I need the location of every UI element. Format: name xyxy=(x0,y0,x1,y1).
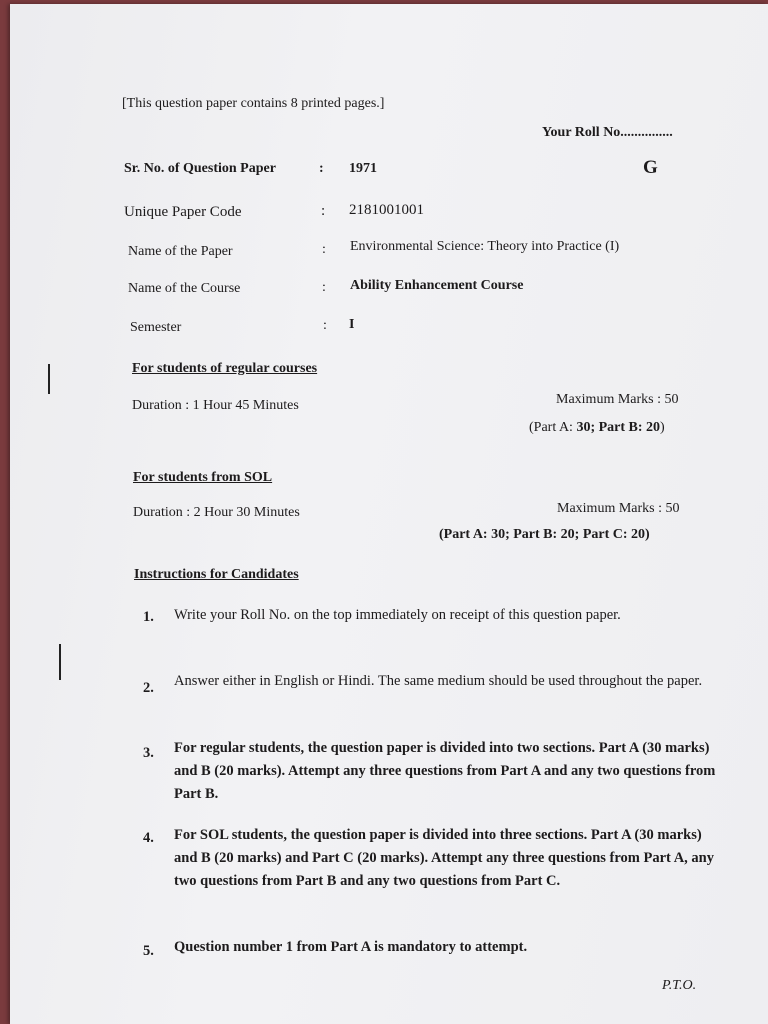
instruction-item: For SOL students, the question paper is divided into three sections. Part A (30 marks) and B (20 marks) and Part C (20 marks). Attempt any three questions from Part A, any two questions from Part B and any two questions from Part C. xyxy=(174,827,714,889)
instruction-item: Write your Roll No. on the top immediately on receipt of this question paper. xyxy=(174,607,621,623)
page-turn-note: P.T.O. xyxy=(662,978,697,993)
question-paper-sheet xyxy=(10,4,768,1024)
unique-code-label: Unique Paper Code xyxy=(124,204,242,220)
paper-set-letter: G xyxy=(643,157,658,178)
paper-name-value: Environmental Science: Theory into Practice (I) xyxy=(350,239,620,254)
marks-split-suffix: ) xyxy=(660,420,665,435)
sr-no-value: 1971 xyxy=(349,161,377,176)
instruction-number: 4. xyxy=(143,830,154,846)
unique-code-sep: : xyxy=(321,203,326,219)
instruction-number: 2. xyxy=(143,680,154,696)
semester-label: Semester xyxy=(130,320,182,335)
marks-split-prefix: (Part A: xyxy=(529,420,577,435)
regular-max-marks: Maximum Marks : 50 xyxy=(556,392,679,407)
sol-marks-split: (Part A: 30; Part B: 20; Part C: 20) xyxy=(439,527,650,542)
roll-no-field: Your Roll No............... xyxy=(542,125,673,140)
sol-max-marks: Maximum Marks : 50 xyxy=(557,501,680,516)
instruction-number: 5. xyxy=(143,943,154,959)
instruction-number: 3. xyxy=(143,745,154,761)
instruction-item: For regular students, the question paper is divided into two sections. Part A (30 marks) and B (20 marks). Attempt any three questions from Part A and any two questions from Part B. xyxy=(174,740,716,802)
semester-sep: : xyxy=(323,318,327,333)
instructions-heading: Instructions for Candidates xyxy=(134,567,299,582)
marks-part-a: 30 xyxy=(576,420,591,435)
instruction-number: 1. xyxy=(143,609,154,625)
paper-name-label: Name of the Paper xyxy=(128,244,233,259)
sol-heading: For students from SOL xyxy=(133,470,273,485)
header-note: [This question paper contains 8 printed pages.] xyxy=(122,96,385,111)
regular-heading: For students of regular courses xyxy=(132,361,318,376)
margin-mark xyxy=(59,644,61,680)
course-name-label: Name of the Course xyxy=(128,281,241,296)
course-name-sep: : xyxy=(322,280,326,295)
semester-value: I xyxy=(349,317,355,332)
regular-marks-split xyxy=(529,420,665,436)
sr-no-label: Sr. No. of Question Paper xyxy=(124,161,276,176)
sr-no-sep: : xyxy=(319,161,324,176)
instruction-item: Question number 1 from Part A is mandatory to attempt. xyxy=(174,939,528,955)
instruction-item: Answer either in English or Hindi. The same medium should be used throughout the paper. xyxy=(174,673,703,689)
course-name-value: Ability Enhancement Course xyxy=(350,278,524,293)
unique-code-value: 2181001001 xyxy=(349,202,424,218)
paper-name-sep: : xyxy=(322,242,326,257)
sol-duration: Duration : 2 Hour 30 Minutes xyxy=(133,505,300,520)
regular-duration: Duration : 1 Hour 45 Minutes xyxy=(132,398,299,413)
marks-part-b-label: ; Part B: xyxy=(590,420,647,435)
marks-part-b: 20 xyxy=(646,420,661,435)
margin-mark xyxy=(48,364,50,394)
